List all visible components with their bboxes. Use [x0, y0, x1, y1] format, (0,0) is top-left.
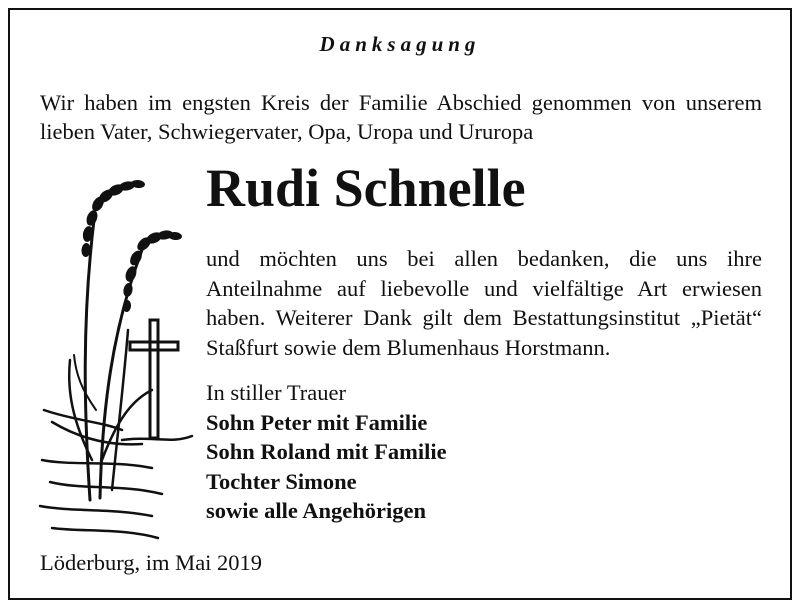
mourner-line: sowie alle Angehörigen: [206, 498, 426, 523]
mourner-line: Sohn Peter mit Familie: [206, 409, 428, 435]
thanks-text: und möchten uns bei allen bedanken, die uns ihre Anteilnahme auf liebevolle und vielfältige Art erwiesen haben. Weiterer Dank gilt dem Bestattungsinstitut „Pietät“ Staßfurt sowie dem Blumenhaus Horstmann.: [206, 246, 762, 360]
place-date: Löderburg, im Mai 2019: [40, 550, 263, 575]
wheat-cross-illustration: [32, 160, 202, 550]
signoff-block: [206, 378, 447, 526]
signoff-intro: In stiller Trauer: [206, 380, 346, 405]
mourner-line: Sohn Roland mit Familie: [206, 439, 447, 464]
notice-heading: Danksagung: [319, 32, 481, 56]
mourner-line: Tochter Simone: [206, 468, 357, 494]
intro-text: Wir haben im engsten Kreis der Familie Abschied genommen von unserem lieben Vater, Schwiegervater, Opa, Uropa und Ururopa: [40, 90, 762, 144]
deceased-name: Rudi Schnelle: [206, 158, 526, 218]
obituary-notice: [8, 8, 792, 600]
